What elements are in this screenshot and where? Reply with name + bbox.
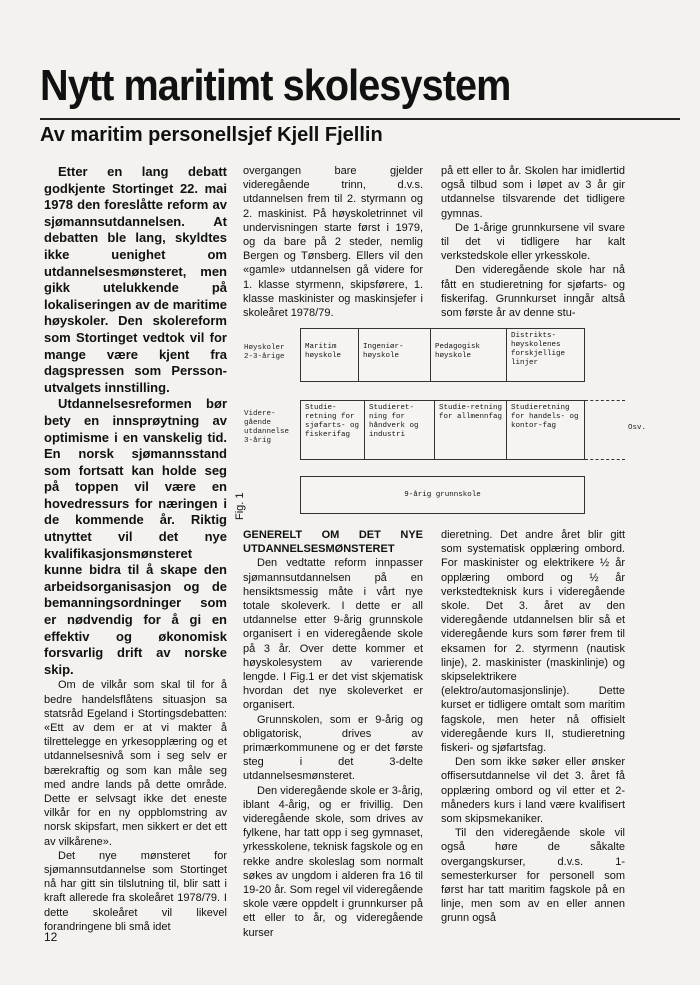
grunnskole-row: 9-årig grunnskole — [300, 476, 585, 514]
text-column-1 — [44, 164, 227, 934]
ingress-paragraph: Utdannelsesreformen bør bety en innsprøytning av optimisme i en vanskelig tid. En norsk sjømannsstand som fortsatt kan holde seg på toppen vil være en hovedressurs for næringen i de kommende år. Riktig utnyttet vil det nye kvalifikasjonsmønsteret kunne bidra til å skape den arbeidsorganisasjon og de bemanningsordninger som er nødvendig for å gi en effektiv og økonomisk forsvarlig drift av norske skip. — [44, 396, 227, 677]
figure-cell: Studie-retning for sjøfarts- og fiskerifag — [301, 401, 365, 459]
figure-cell: Maritim høyskole — [301, 329, 359, 381]
body-paragraph: Om de vilkår som skal til for å bedre handelsflåtens situasjon sa statsråd Egeland i Stortingsdebatten: «Ett av dem er at vi makter å tilrettelegge en yrkesopplæring og et utdannelsesnivå som i seg selv er bærekraftig og som kan måle seg med andre lands på dette område. Dette er selvsagt ikke det eneste vilkår for en ny oppblomstring av norsk skipsfart, men sikkert er det ett av vilkårene». — [44, 679, 227, 848]
text-column-2-lower — [243, 528, 423, 940]
ingress-paragraph: Etter en lang debatt godkjente Stortinget 22. mai 1978 den foreslåtte reform av sjømannsutdannelsen. At debatten ble lang, skyldtes ikke uenighet om utdannelsesmønsteret, men gikk utelukkende på lokaliseringen av de maritime høyskoler. Den skolereform som Stortinget vedtok vil for mange være kjent fra dagspressen som Persson-utvalgets innstilling. — [44, 164, 227, 395]
body-paragraph: overgangen bare gjelder videregående trinn, d.v.s. utdannelsen frem til 2. styrmann og 2. maskinist. På høyskoletrinnet vil undervisningen starte først i 1979, og da bare på 2 steder, nemlig Bergen og Tønsberg. Ellers vil den «gamle» utdannelsen gå videre for 1. klasse styrmenn, skipsførere, 1. klasse maskinister og maskinsjefer i skoleåret 1978/79. — [243, 165, 423, 320]
article-title: Nytt maritimt skolesystem — [40, 61, 511, 110]
section-heading: GENERELT OM DET NYE UTDANNELSESMØNSTERET — [243, 529, 423, 556]
hoyskole-row — [300, 328, 585, 382]
row-label-videregaende: Videre-gående utdannelse 3-årig — [244, 410, 290, 445]
article-byline: Av maritim personellsjef Kjell Fjellin — [40, 118, 680, 150]
figure-cell: Studieretning for handels- og kontor-fag — [511, 404, 579, 430]
school-system-figure — [236, 328, 674, 522]
body-paragraph: De 1-årige grunnkursene vil svare til det vi tidligere har kalt verkstedskole eller yrkesskole. — [441, 221, 625, 263]
body-paragraph: Den vedtatte reform innpasser sjømannsutdannelsen på en hensiktsmessig måte i vårt nye totale skoleverk. I dette er all utdannelse etter 9-årig grunnskole organisert i en videregående skole på 3 år. Over dette kommer et høyskolesystem av varierende lengde. I Fig.1 er det vist skjematisk hvordan det nye skoleverket er organisert. — [243, 557, 423, 712]
body-paragraph: på ett eller to år. Skolen har imidlertid også tilbud som i løpet av 3 år gir utdannelse tilsvarende det tidligere gymnas. — [441, 165, 625, 220]
body-paragraph: Grunnskolen, som er 9-årig og obligatorisk, drives av primærkommunene og er det første steg i det 3-delte utdannelsesmønsteret. — [243, 713, 423, 783]
figure-cell: Distrikts-høyskolenes forskjellige linjer — [511, 332, 566, 367]
figure-cell: Studieret-ning for håndverk og industri — [365, 401, 435, 459]
body-paragraph: dieretning. Det andre året blir gitt som systematisk opplæring ombord. For maskinister og elektrikere ½ år opplæring ombord og ½ år verkstedteknisk kurs i videregående skole. Det 3. året av den videregående utdannelsen blir så et videregående kurs som fører frem til eksamen for 2. styrmenn (nautisk linje), 2. maskinister (maskinlinje) og skipselektrikere (elektro/automasjonslinje). Dette kurset er tidligere omtalt som maritim fagskole, men heter nå offisielt videregående kurs II, studieretning fiskeri- og sjøfartsfag. — [441, 529, 625, 755]
body-paragraph: Den videregående skole har nå fått en studieretning for sjøfarts- og fiskerifag. Grunnkurset inngår altså som første år av denne stu- — [441, 264, 625, 320]
figure-extra-label: Osv. — [628, 424, 647, 432]
figure-label: Fig. 1 — [234, 492, 246, 520]
row-label-hoyskoler: Høyskoler 2-3-årige — [244, 344, 285, 361]
videregaende-row — [300, 400, 585, 460]
figure-cell: Studie-retning for allmennfag — [435, 401, 507, 459]
text-column-3 — [441, 164, 625, 320]
page-number: 12 — [44, 930, 58, 944]
body-paragraph: Den som ikke søker eller ønsker offisersutdannelse vil det 3. året få opplæring ombord og vil etter et 2-måneders kurs i land være kvalifisert som skipsmekaniker. — [441, 756, 625, 826]
text-column-2 — [243, 164, 423, 320]
figure-cell: Ingeniør-høyskole — [359, 329, 431, 381]
body-paragraph: Til den videregående skole vil også høre de såkalte overgangskurser, d.v.s. 1-semesterkurser for personell som først har tatt maritim fagskole på en linje, men som av en eller annen grunn også — [441, 827, 625, 925]
dashed-extension — [585, 400, 625, 401]
body-paragraph: Den videregående skole er 3-årig, iblant 4-årig, og er frivillig. Den videregående skole, som drives av fylkene, har tatt opp i seg gymnaset, yrkesskolene, teknisk fagskole og en rekke andre skoleslag som normalt søkes av ungdom i alderen fra 16 til 19-20 år. Som regel vil videregående skole være oppdelt i grunnkurser på ett eller to år, og videregående kurser — [243, 784, 423, 939]
figure-cell: Pedagogisk høyskole — [431, 329, 507, 381]
text-column-3-lower — [441, 528, 625, 926]
dashed-extension — [585, 459, 625, 460]
body-paragraph: Det nye mønsteret for sjømannsutdannelse som Stortinget nå har gitt sin tilslutning til, blir satt i kraft allerede fra skoleåret 1978/79. I dette skoleåret vil likevel forandringene bli små idet — [44, 849, 227, 933]
